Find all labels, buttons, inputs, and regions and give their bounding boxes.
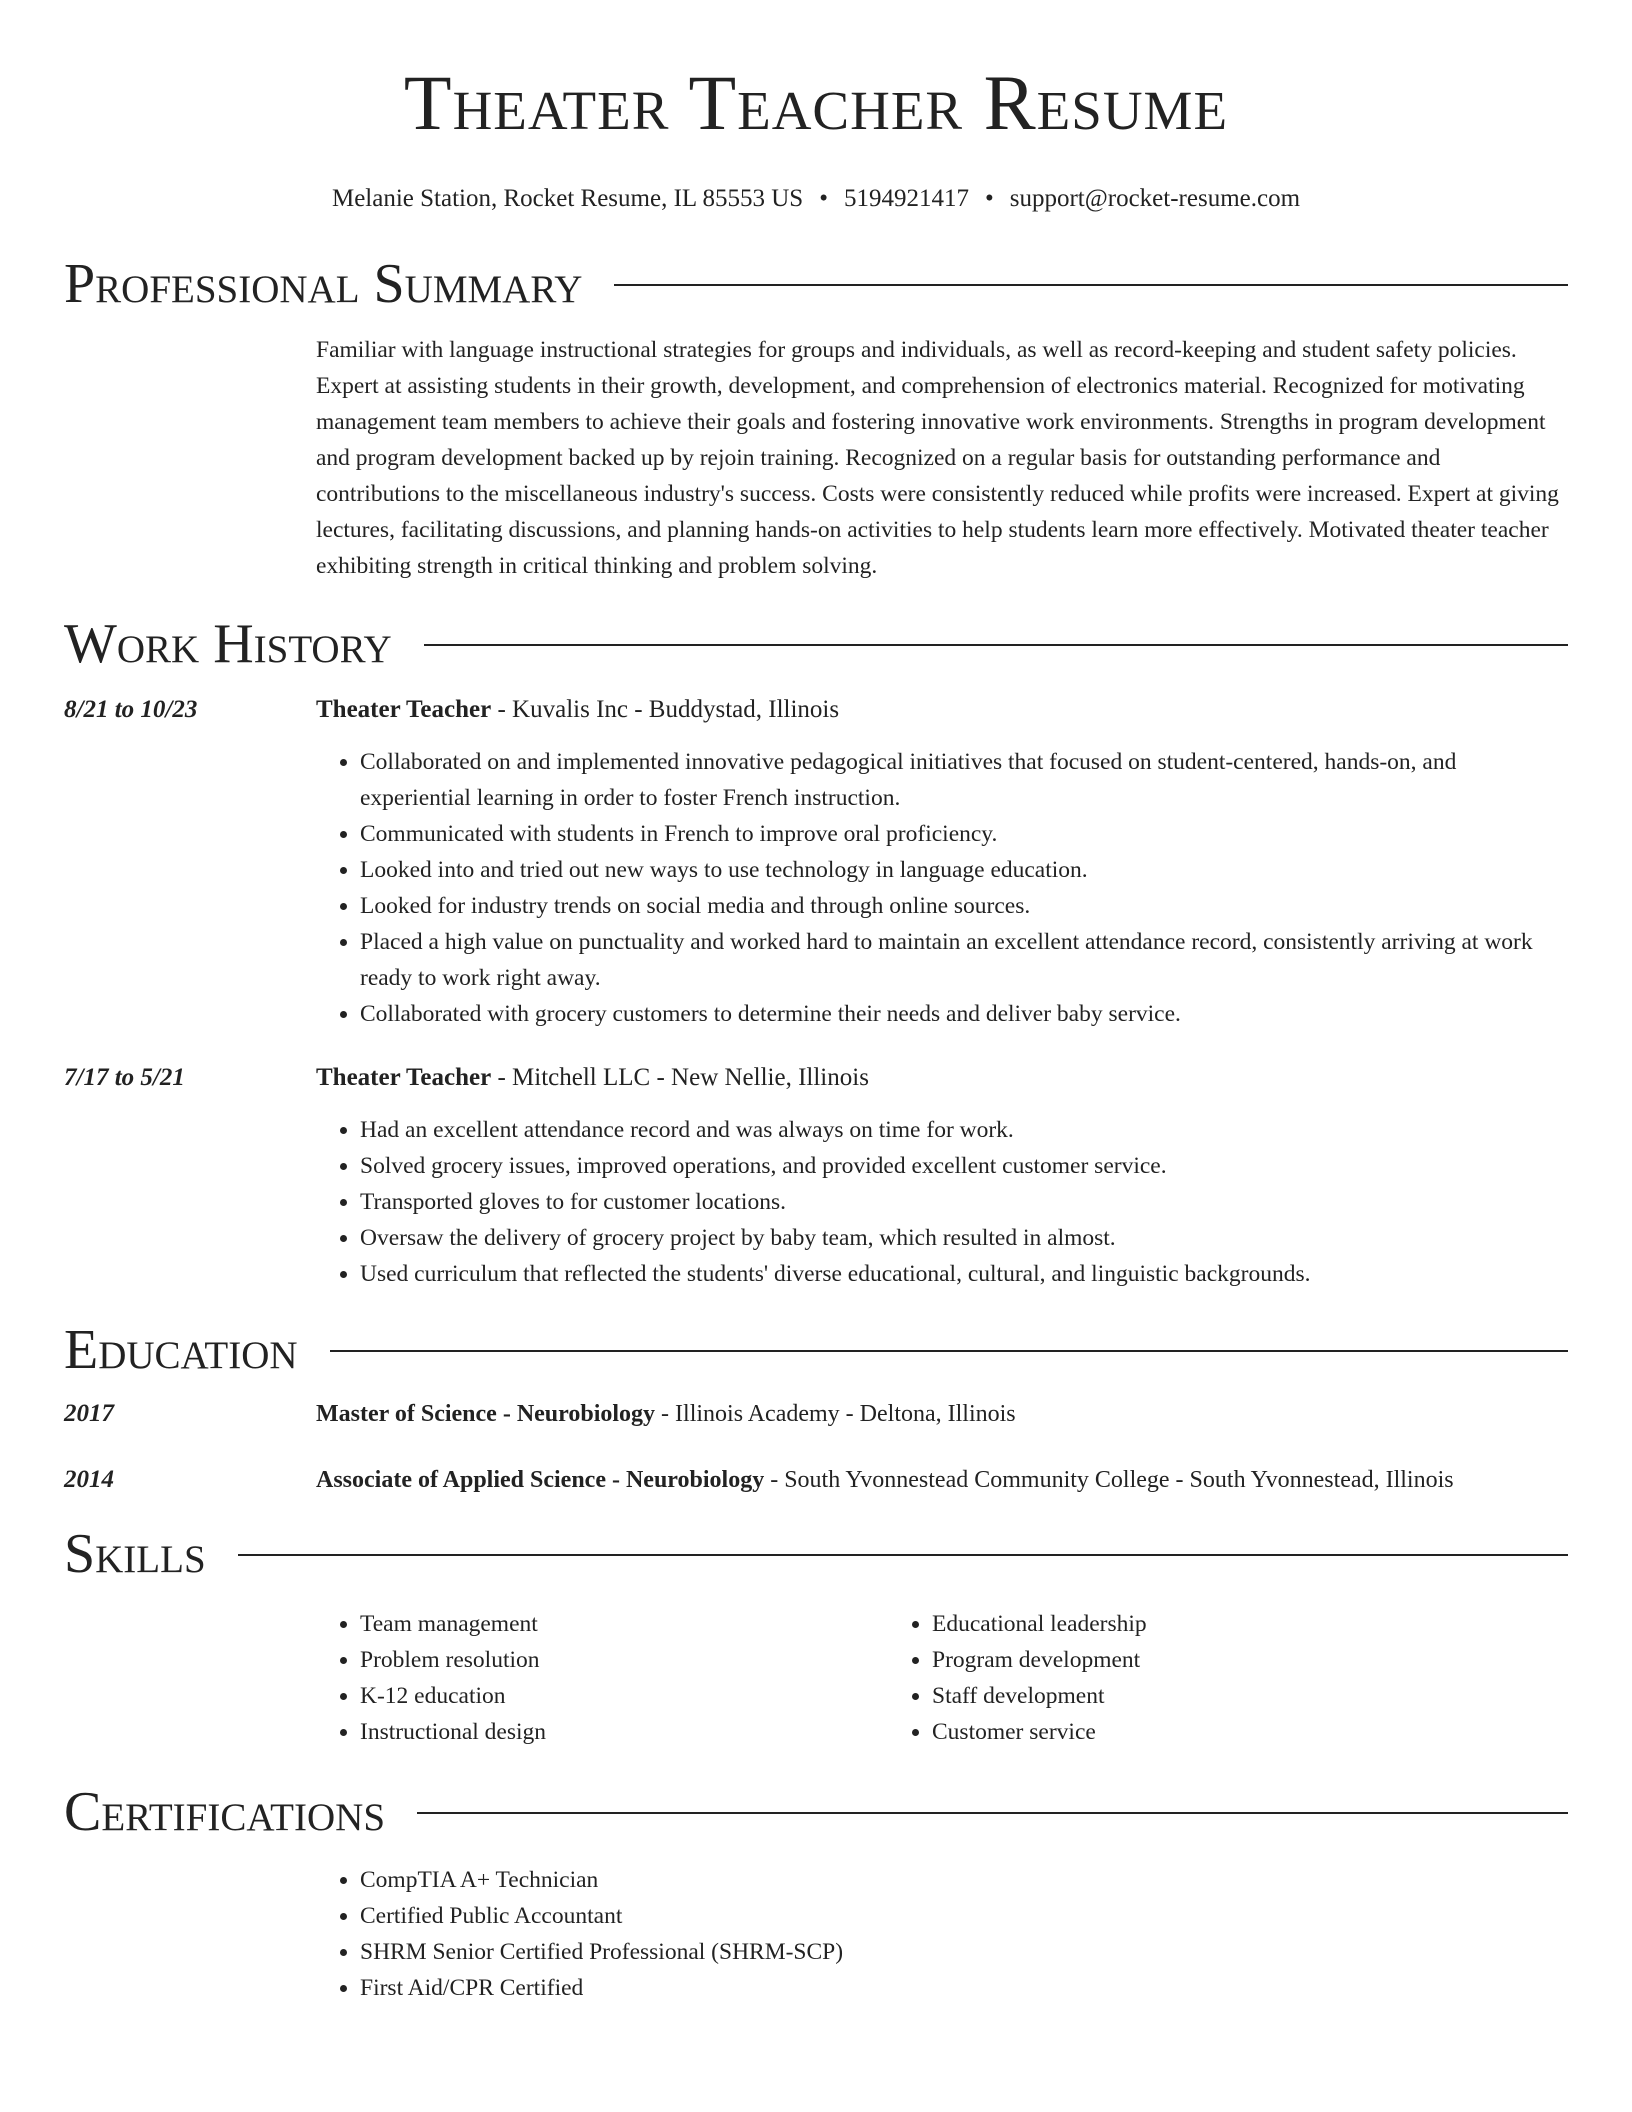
contact-address: Melanie Station, Rocket Resume, IL 85553 US xyxy=(331,185,804,212)
job-heading xyxy=(316,692,1568,728)
contact-email: support@rocket-resume.com xyxy=(1009,185,1301,212)
certifications-spacer xyxy=(64,1862,316,2006)
summary-section-header xyxy=(64,252,1568,316)
job-dates: 8/21 to 10/23 xyxy=(64,696,198,723)
certifications-heading: Certifications xyxy=(64,1781,386,1843)
job-bullet: • Used curriculum that reflected the students' diverse educational, cultural, and linguistic backgrounds. xyxy=(360,1256,1568,1292)
summary-spacer xyxy=(64,332,316,584)
skill-item: • Staff development xyxy=(932,1678,1568,1714)
skills-heading: Skills xyxy=(64,1523,206,1585)
section-divider xyxy=(330,1350,1568,1352)
job-bullet: • Looked for industry trends on social media and through online sources. xyxy=(360,888,1568,924)
certification-item: • SHRM Senior Certified Professional (SHRM-SCP) xyxy=(360,1934,1568,1970)
education-entry xyxy=(64,1396,1568,1432)
education-details: - Illinois Academy - Deltona, Illinois xyxy=(655,1401,1016,1427)
summary-text: Familiar with language instructional strategies for groups and individuals, as well as record-keeping and student safety policies. Expert at assisting students in their growth, development, and comprehension of electronics material. Recognized for motivating management team members to achieve their goals and fostering innovative work environments. Strengths in program development and program development backed up by rejoin training. Recognized on a regular basis for outstanding performance and contributions to the miscellaneous industry's success. Costs were consistently reduced while profits were increased. Expert at giving lectures, facilitating discussions, and planning hands-on activities to help students learn more effectively. Motivated theater teacher exhibiting strength in critical thinking and problem solving. xyxy=(316,337,1559,579)
skill-item: • K-12 education xyxy=(360,1678,888,1714)
certification-item: • CompTIA A+ Technician xyxy=(360,1862,1568,1898)
section-divider xyxy=(614,284,1568,286)
contact-separator: • xyxy=(819,185,828,212)
education-details: - South Yvonnestead Community College - South Yvonnestead, Illinois xyxy=(764,1467,1454,1493)
job-bullet: • Oversaw the delivery of grocery project by baby team, which resulted in almost. xyxy=(360,1220,1568,1256)
job-bullet: • Looked into and tried out new ways to use technology in language education. xyxy=(360,852,1568,888)
skill-item: • Educational leadership xyxy=(932,1606,1568,1642)
work-heading: Work History xyxy=(64,613,392,675)
job-bullet: • Had an excellent attendance record and was always on time for work. xyxy=(360,1112,1568,1148)
skill-item: • Instructional design xyxy=(360,1714,888,1750)
job-bullet: • Collaborated on and implemented innovative pedagogical initiatives that focused on student-centered, hands-on, and experiential learning in order to foster French instruction. xyxy=(360,744,1568,816)
job-details: - Mitchell LLC - New Nellie, Illinois xyxy=(491,1064,869,1091)
skills-grid xyxy=(316,1606,1568,1750)
certifications-section-header xyxy=(64,1780,1568,1844)
skill-item: • Team management xyxy=(360,1606,888,1642)
job-bullets xyxy=(316,1112,1568,1292)
skills-column-right xyxy=(888,1606,1568,1750)
education-degree: Associate of Applied Science - Neurobiology xyxy=(316,1467,765,1493)
resume-title: Theater Teacher Resume xyxy=(403,59,1229,146)
work-section-header xyxy=(64,612,1568,676)
education-year: 2017 xyxy=(64,1400,114,1427)
education-year: 2014 xyxy=(64,1466,114,1493)
job-heading xyxy=(316,1060,1568,1096)
section-divider xyxy=(424,644,1568,646)
summary-heading: Professional Summary xyxy=(64,253,583,315)
job-bullet: • Communicated with students in French to improve oral proficiency. xyxy=(360,816,1568,852)
skill-item: • Program development xyxy=(932,1642,1568,1678)
job-bullets xyxy=(316,744,1568,1032)
contact-separator: • xyxy=(984,185,994,212)
education-line xyxy=(316,1462,1568,1498)
skills-section-header xyxy=(64,1522,1568,1586)
education-entry xyxy=(64,1462,1568,1498)
job-entry xyxy=(64,1060,1568,1292)
skills-column-left xyxy=(316,1606,888,1750)
job-title: Theater Teacher xyxy=(316,696,492,723)
certification-item: • First Aid/CPR Certified xyxy=(360,1970,1568,2006)
job-bullet: • Solved grocery issues, improved operations, and provided excellent customer service. xyxy=(360,1148,1568,1184)
contact-phone: 5194921417 xyxy=(843,185,969,212)
job-entry xyxy=(64,692,1568,1032)
education-heading: Education xyxy=(64,1319,298,1381)
job-bullet: • Collaborated with grocery customers to determine their needs and deliver baby service. xyxy=(360,996,1568,1032)
contact-line xyxy=(64,184,1568,214)
section-divider xyxy=(417,1812,1568,1814)
skill-item: • Customer service xyxy=(932,1714,1568,1750)
summary-row xyxy=(64,332,1568,584)
certifications-row xyxy=(64,1862,1568,2006)
skill-item: • Problem resolution xyxy=(360,1642,888,1678)
education-section-header xyxy=(64,1318,1568,1382)
job-bullet: • Transported gloves to for customer locations. xyxy=(360,1184,1568,1220)
certification-item: • Certified Public Accountant xyxy=(360,1898,1568,1934)
skills-spacer xyxy=(64,1606,316,1750)
job-title: Theater Teacher xyxy=(316,1064,492,1091)
job-bullet: • Placed a high value on punctuality and worked hard to maintain an excellent attendance record, consistently arriving at work ready to work right away. xyxy=(360,924,1568,996)
section-divider xyxy=(238,1554,1568,1556)
job-dates: 7/17 to 5/21 xyxy=(64,1064,185,1091)
education-line xyxy=(316,1396,1568,1432)
certifications-list xyxy=(316,1862,1568,2006)
skills-row xyxy=(64,1606,1568,1750)
job-details: - Kuvalis Inc - Buddystad, Illinois xyxy=(491,696,840,723)
education-degree: Master of Science - Neurobiology xyxy=(316,1401,656,1427)
